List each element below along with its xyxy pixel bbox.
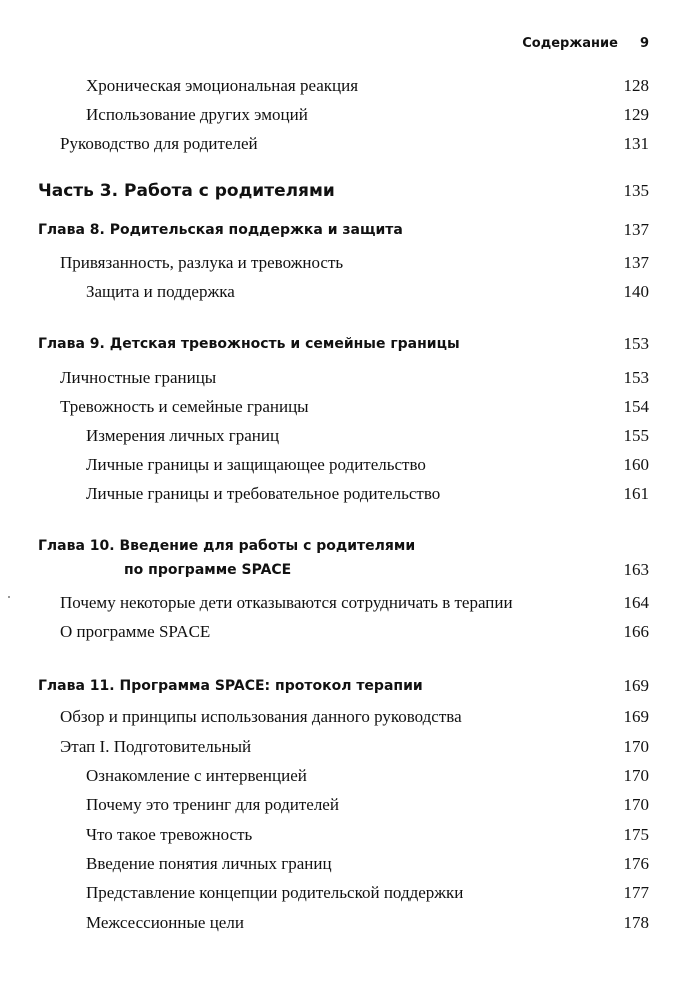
- toc-entry-title: Измерения личных границ: [86, 426, 280, 445]
- toc-entry-page: 137: [623, 253, 649, 272]
- toc-entry-page: 153: [623, 368, 649, 387]
- toc-entry-title: Что такое тревожность: [86, 825, 253, 844]
- toc-chapter-title: Глава 8. Родительская поддержка и защита: [38, 222, 403, 238]
- toc-entry-page: 163: [623, 560, 649, 579]
- toc-entry-page: 154: [623, 397, 649, 416]
- toc-entry-title: Защита и поддержка: [86, 282, 235, 301]
- toc-entry-title: Введение понятия личных границ: [86, 854, 332, 873]
- toc-entry-page: 170: [623, 737, 649, 756]
- toc-entry-page: 137: [623, 220, 649, 239]
- toc-entry-title: Почему это тренинг для родителей: [86, 795, 339, 814]
- toc-entry-title: Тревожность и семейные границы: [60, 397, 309, 416]
- scan-speck: [8, 596, 10, 598]
- toc-part-title: Часть 3. Работа с родителями: [38, 181, 335, 201]
- running-head-title: Содержание: [522, 36, 618, 51]
- toc-entry-page: 155: [623, 426, 649, 445]
- toc-entry-page: 140: [623, 282, 649, 301]
- toc-entry-page: 176: [623, 854, 649, 873]
- toc-entry-page: 135: [623, 181, 649, 200]
- toc-entry-page: 169: [623, 707, 649, 726]
- toc-entry-page: 131: [623, 134, 649, 153]
- toc-entry-title: Обзор и принципы использования данного руководства: [60, 707, 462, 726]
- toc-entry-page: 161: [623, 484, 649, 503]
- running-head: [522, 36, 649, 51]
- toc-entry-title: Межсессионные цели: [86, 913, 244, 932]
- toc-entry-title: Использование других эмоций: [86, 105, 308, 124]
- toc-entry-title: Личные границы и защищающее родительство: [86, 455, 426, 474]
- toc-entry-page: 170: [623, 795, 649, 814]
- toc-chapter-title-line2: по программе SPACE: [124, 562, 292, 578]
- toc-entry-page: 164: [623, 593, 649, 612]
- toc-entry-title: Почему некоторые дети отказываются сотрудничать в терапии: [60, 593, 513, 612]
- toc-entry-title: Ознакомление с интервенцией: [86, 766, 307, 785]
- toc-chapter-title: Глава 9. Детская тревожность и семейные границы: [38, 336, 460, 352]
- toc-entry-page: 178: [623, 913, 649, 932]
- toc-entry-page: 166: [623, 622, 649, 641]
- toc-entry-page: 170: [623, 766, 649, 785]
- toc-entry-page: 128: [623, 76, 649, 95]
- toc-entry-title: Этап I. Подготовительный: [60, 737, 252, 756]
- toc-entry-page: 160: [623, 455, 649, 474]
- toc-entry-title: Привязанность, разлука и тревожность: [60, 253, 344, 272]
- toc-entry-title: О программе SPACE: [60, 622, 211, 641]
- running-head-page-number: 9: [639, 36, 649, 51]
- toc-entry-title: Личностные границы: [60, 368, 217, 387]
- toc-entry-title: Руководство для родителей: [60, 134, 258, 153]
- toc-entry-title: Хроническая эмоциональная реакция: [86, 76, 359, 95]
- toc-entry-page: 153: [623, 334, 649, 353]
- toc-entry-title: Личные границы и требовательное родительство: [86, 484, 441, 503]
- toc-chapter-heading: [0, 534, 649, 582]
- toc-chapter-title: Глава 11. Программа SPACE: протокол терапии: [38, 678, 423, 694]
- toc-chapter-title: Глава 10. Введение для работы с родителями: [38, 538, 416, 554]
- toc-entry-page: 175: [623, 825, 649, 844]
- toc-entry-page: 169: [623, 676, 649, 695]
- toc-entry-page: 129: [623, 105, 649, 124]
- toc-entry-title: Представление концепции родительской поддержки: [86, 883, 464, 902]
- toc-entry-page: 177: [623, 883, 649, 902]
